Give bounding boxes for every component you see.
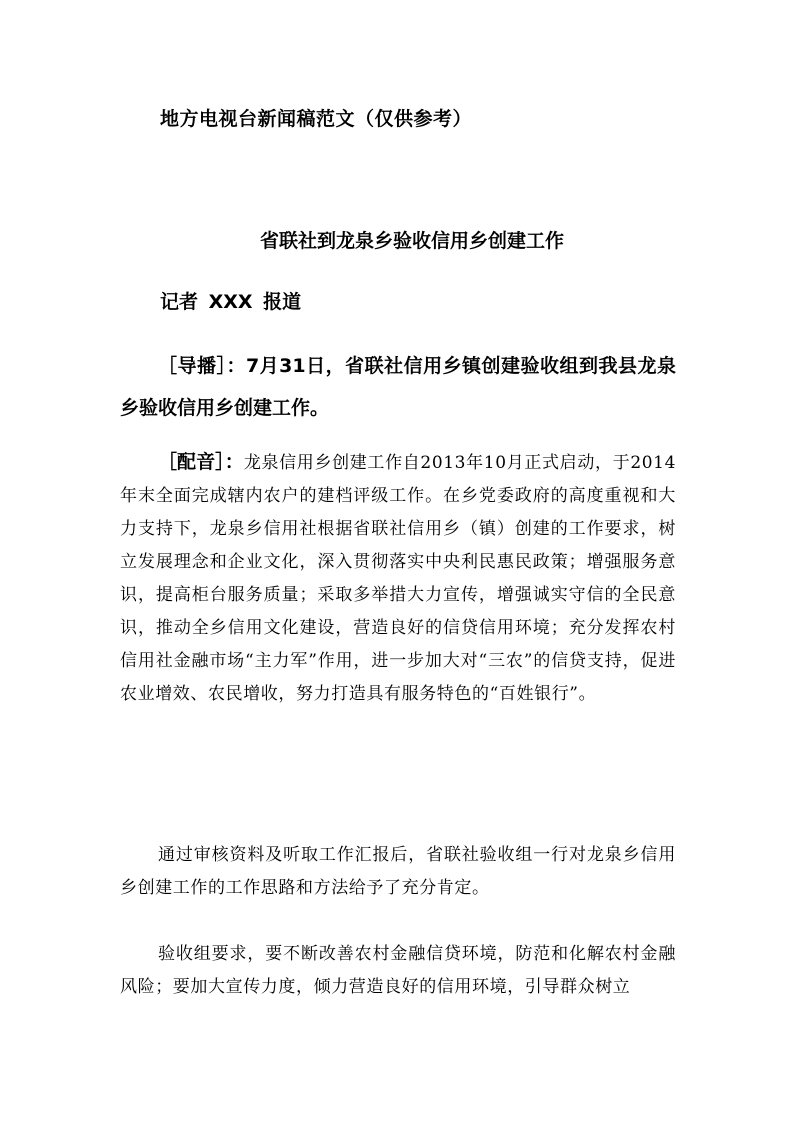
lead-paragraph: ［导播］：7月31日，省联社信用乡镇创建验收组到我县龙泉乡验收信用乡创建工作。 bbox=[120, 355, 676, 419]
document-header: 地方电视台新闻稿范文（仅供参考） bbox=[160, 108, 473, 130]
body-paragraph-2: 通过审核资料及听取工作汇报后，省联社验收组一行对龙泉乡信用乡创建工作的工作思路和方法给予了充分肯定。 bbox=[120, 845, 676, 898]
reporter-byline: 记者 XXX 报道 bbox=[160, 291, 302, 313]
voiceover-tag: ［配音］： bbox=[158, 451, 244, 473]
body-paragraph-3: 验收组要求，要不断改善农村金融信贷环境，防范和化解农村金融风险；要加大宣传力度，倾力营造良好的信用环境，引导群众树立 bbox=[120, 944, 676, 997]
article-title: 省联社到龙泉乡验收信用乡创建工作 bbox=[259, 230, 564, 252]
voiceover-paragraph bbox=[120, 446, 676, 711]
voiceover-text: 龙泉信用乡创建工作自2013年10月正式启动，于2014年末全面完成辖内农户的建档评级工作。在乡党委政府的高度重视和大力支持下，龙泉乡信用社根据省联社信用乡（镇）创建的工作要求，树立发展理念和企业文化，深入贯彻落实中央利民惠民政策；增强服务意识，提高柜台服务质量；采取多举措大力宣传，增强诚实守信的全民意识，推动全乡信用文化建设，营造良好的信贷信用环境；充分发挥农村信用社金融市场“主力军”作用，进一步加大对“三农”的信贷支持，促进农业增效、农民增收，努力打造具有服务特色的“百姓银行”。 bbox=[120, 453, 676, 704]
